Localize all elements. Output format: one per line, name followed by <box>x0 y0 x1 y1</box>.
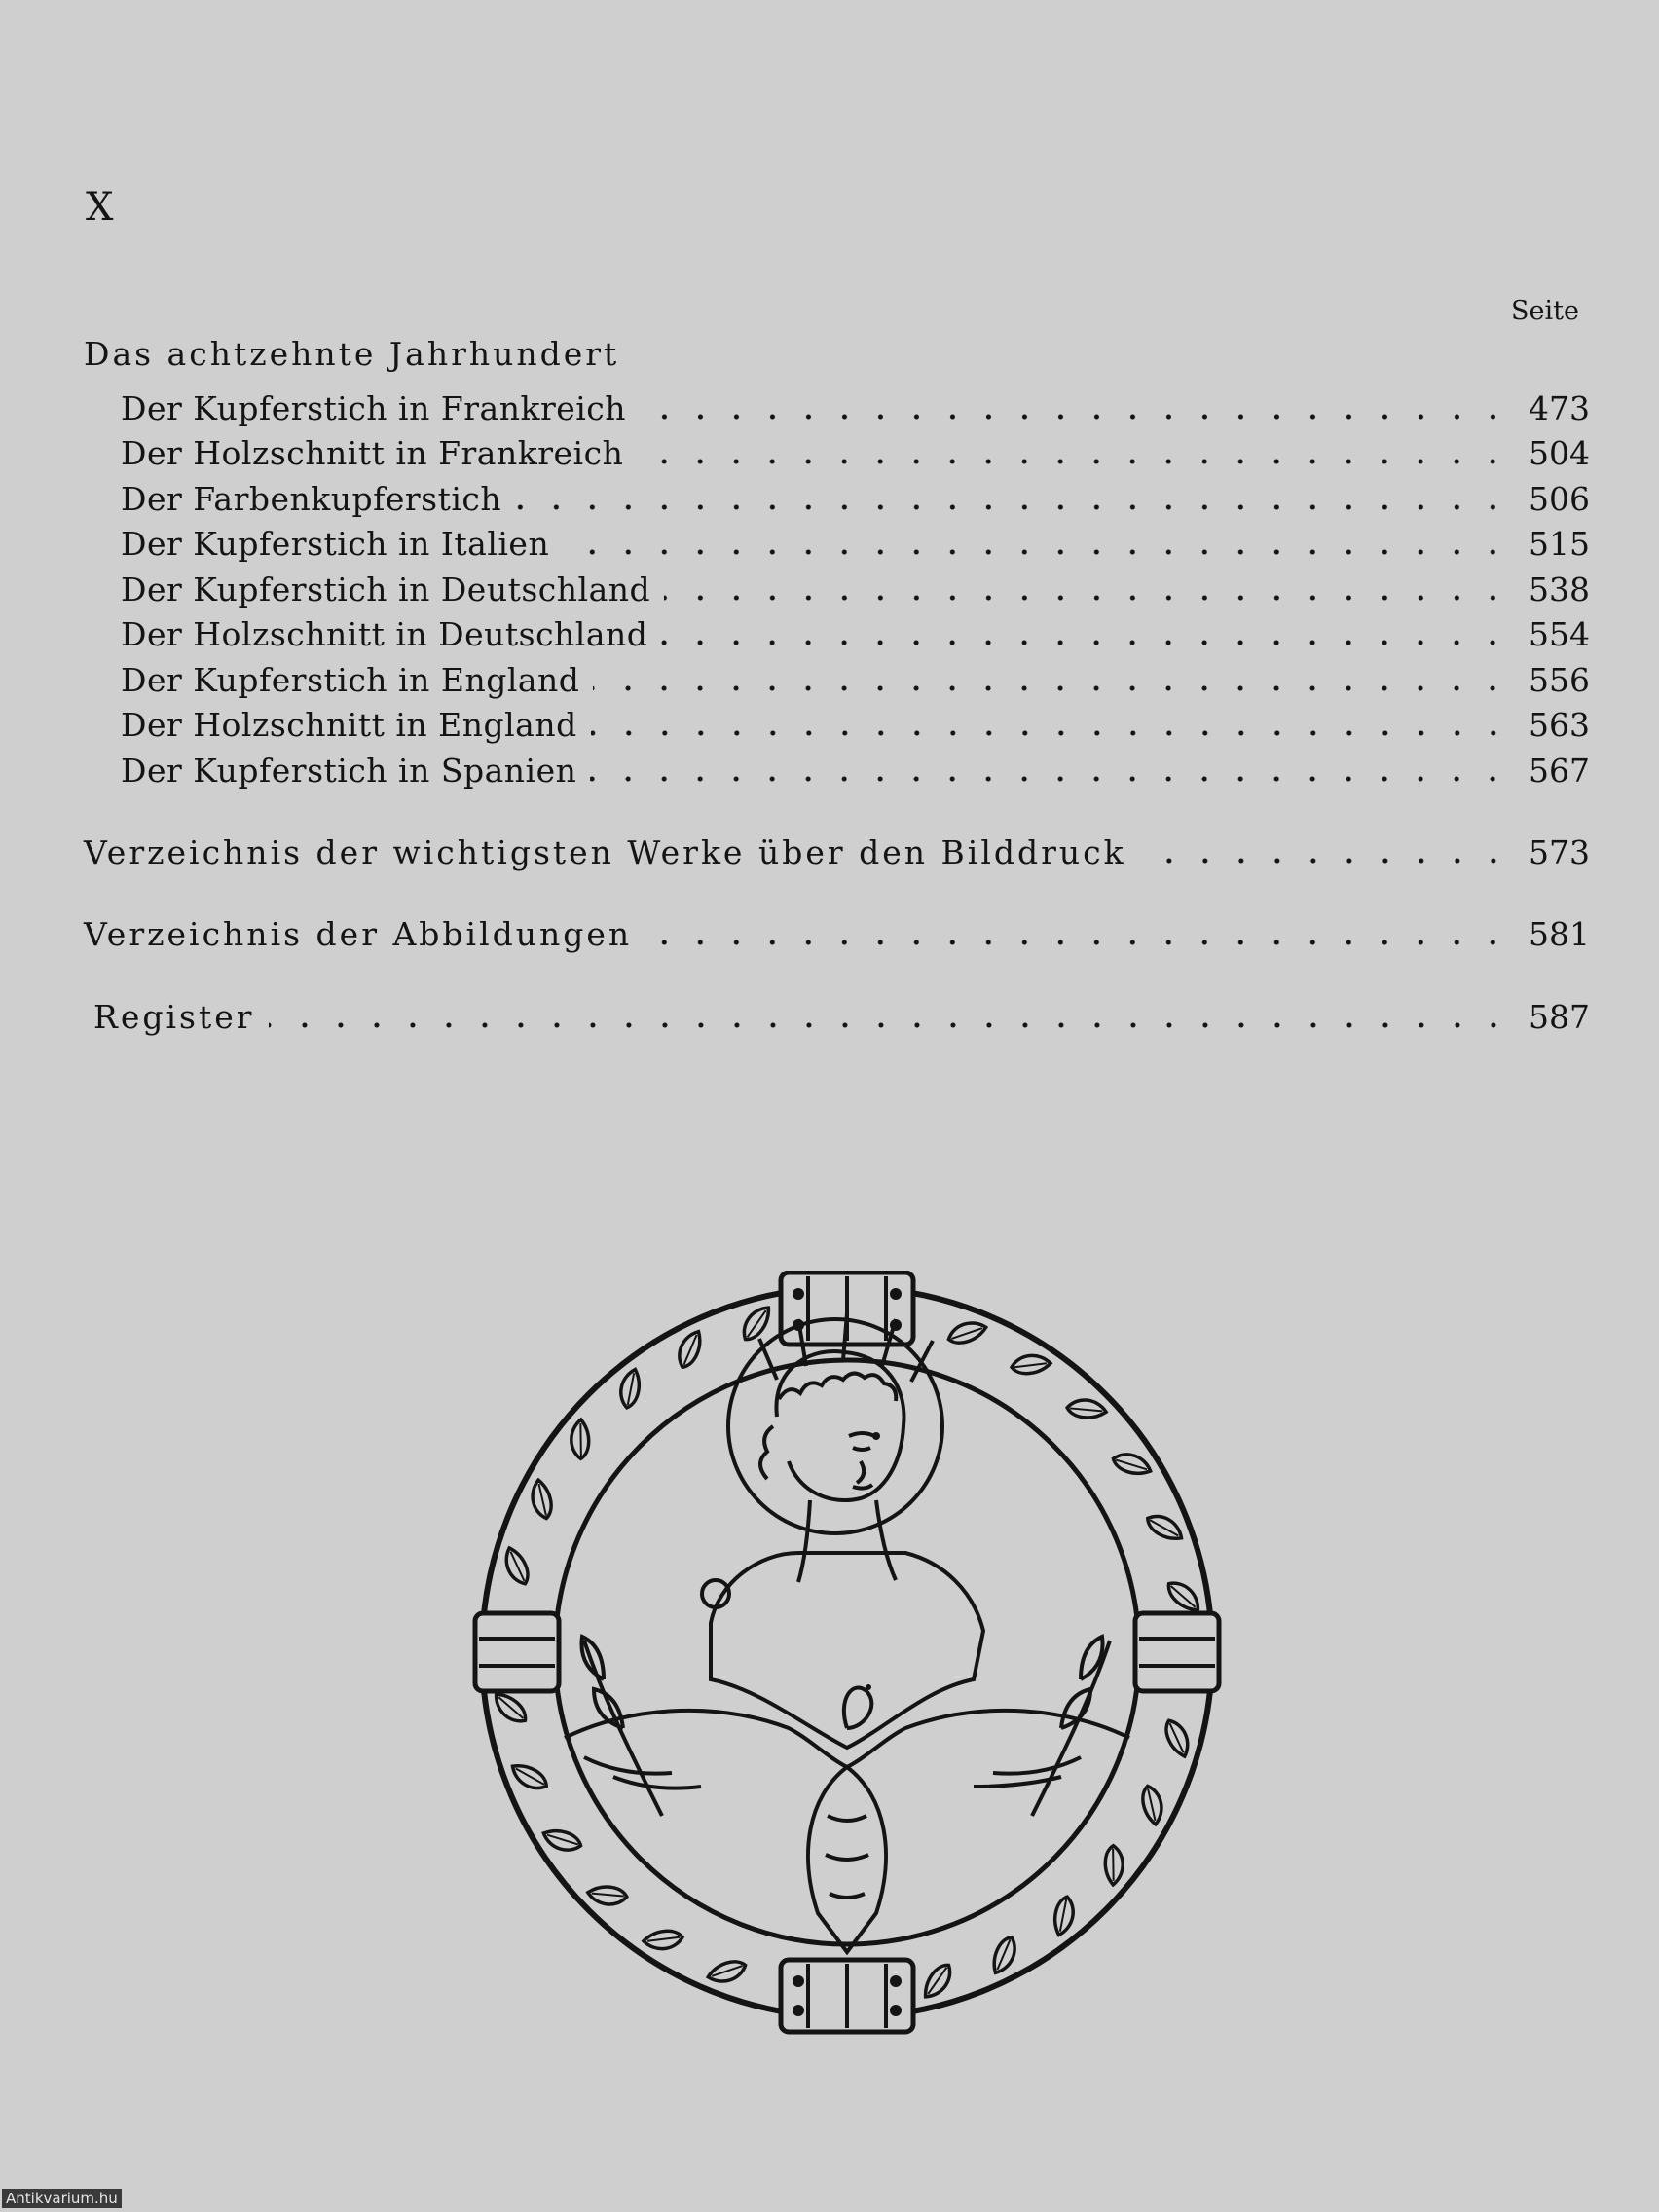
dot-leader <box>591 730 1511 736</box>
column-heading-seite: Seite <box>1511 296 1579 326</box>
toc-entry-page: 506 <box>1529 480 1590 518</box>
toc-entry-page: 563 <box>1529 706 1590 744</box>
toc-entry <box>121 525 1590 563</box>
toc-entry-label: Der Kupferstich in Frankreich <box>121 389 627 427</box>
toc-entry-page: 587 <box>1529 998 1590 1036</box>
dot-leader <box>515 504 1511 510</box>
toc-entry <box>121 706 1590 744</box>
toc-appendix-entry <box>84 833 1590 871</box>
toc-entry <box>121 389 1590 427</box>
dot-leader <box>269 1022 1511 1028</box>
toc-entry-label: Verzeichnis der Abbildungen <box>84 915 633 953</box>
toc-entry <box>121 480 1590 518</box>
toc-entry-label: Der Kupferstich in England <box>121 661 580 699</box>
dot-leader <box>640 414 1511 420</box>
toc-entry <box>121 615 1590 653</box>
toc-entry-page: 556 <box>1529 661 1590 699</box>
toc-entry-label: Der Kupferstich in Spanien <box>121 752 577 790</box>
toc-entry-label: Der Holzschnitt in Frankreich <box>121 434 624 472</box>
dot-leader <box>661 640 1511 645</box>
toc-entry <box>121 661 1590 699</box>
dot-leader <box>563 549 1511 555</box>
dot-leader <box>1140 858 1511 864</box>
page-number: X <box>86 185 114 230</box>
toc-entry-page: 581 <box>1529 915 1590 953</box>
toc-entry-label: Register <box>93 998 255 1036</box>
toc-entry-page: 473 <box>1529 389 1590 427</box>
toc-entry-page: 567 <box>1529 752 1590 790</box>
toc-entry-page: 554 <box>1529 615 1590 653</box>
toc-entry-label: Der Kupferstich in Italien <box>121 525 550 563</box>
dot-leader <box>645 940 1511 945</box>
toc-entry-page: 504 <box>1529 434 1590 472</box>
toc-appendix-entry <box>93 998 1590 1036</box>
toc-entry-label: Der Kupferstich in Deutschland <box>121 571 651 608</box>
wreath-phoenix-emblem-icon <box>467 1271 1227 2035</box>
toc-entry-label: Der Farbenkupferstich <box>121 480 502 518</box>
toc-entry-label: Der Holzschnitt in Deutschland <box>121 615 648 653</box>
watermark-label: Antikvarium.hu <box>2 2189 122 2208</box>
toc-entry <box>121 752 1590 790</box>
toc-entry <box>121 571 1590 608</box>
section-title: Das achtzehnte Jahrhundert <box>84 335 620 373</box>
dot-leader <box>637 459 1511 464</box>
toc-entry-page: 573 <box>1529 833 1590 871</box>
toc-entry <box>121 434 1590 472</box>
toc-entry-label: Der Holzschnitt in England <box>121 706 577 744</box>
toc-entry-page: 538 <box>1529 571 1590 608</box>
dot-leader <box>590 776 1511 782</box>
dot-leader <box>664 595 1511 601</box>
toc-appendix-entry <box>84 915 1590 953</box>
toc-entry-label: Verzeichnis der wichtigsten Werke über den Bilddruck <box>84 833 1126 871</box>
dot-leader <box>593 685 1511 691</box>
toc-entry-page: 515 <box>1529 525 1590 563</box>
